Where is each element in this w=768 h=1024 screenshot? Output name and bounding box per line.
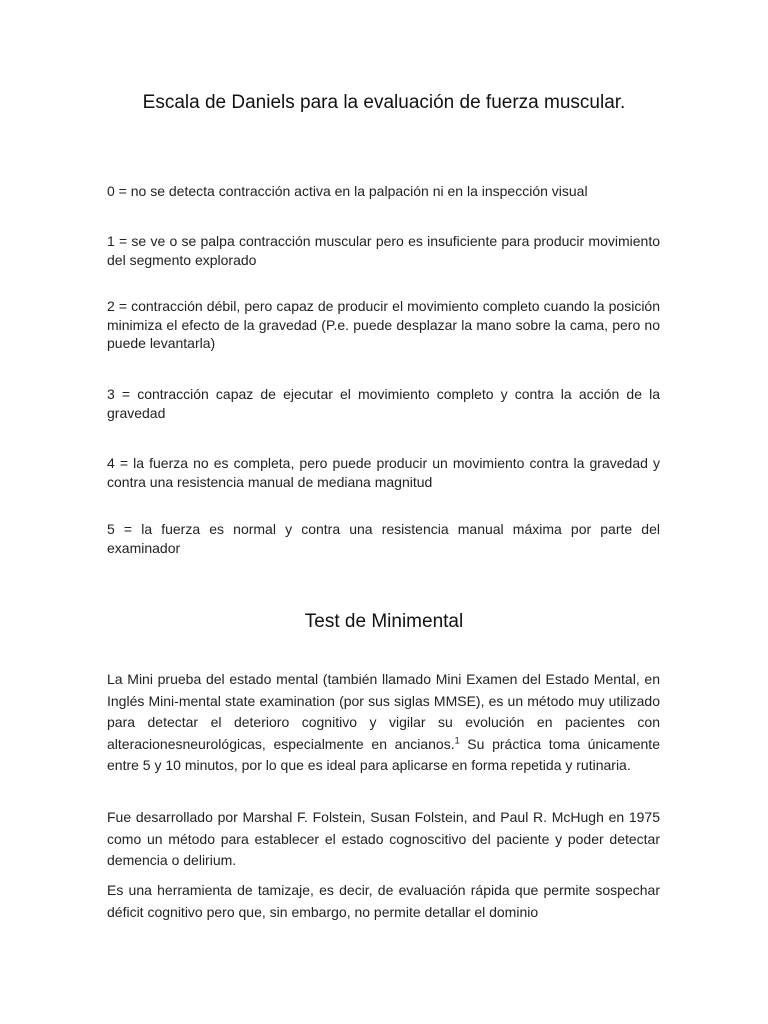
paragraph-1-continuation: Su práctica toma únicamente entre 5 y 10 minutos, por lo que es ideal para aplicarse en forma repetida y rutinaria.	[107, 735, 660, 773]
scale-item-0: 0 = no se detecta contracción activa en la palpación ni en la inspección visual	[107, 183, 588, 199]
scale-item-4: 4 = la fuerza no es completa, pero puede producir un movimiento contra la gravedad y contra una resistencia manual de mediana magnitud	[107, 455, 660, 490]
scale-item-1: 1 = se ve o se palpa contracción muscular pero es insuficiente para producir movimiento del segmento explorado	[107, 233, 660, 268]
scale-item-5: 5 = la fuerza es normal y contra una resistencia manual máxima por parte del examinador	[107, 521, 660, 556]
footnote-reference[interactable]: 1	[454, 734, 460, 745]
scale-item-3: 3 = contracción capaz de ejecutar el movimiento completo y contra la acción de la gravedad	[107, 386, 660, 421]
minimental-paragraph-2: Fue desarrollado por Marshal F. Folstein, Susan Folstein, and Paul R. McHugh en 1975 como un método para establecer el estado cognoscitivo del paciente y poder detectar demencia o delirium.	[107, 809, 660, 868]
minimental-paragraph-3: Es una herramienta de tamizaje, es decir, de evaluación rápida que permite sospechar déficit cognitivo pero que, sin embargo, no permite detallar el dominio	[107, 882, 660, 920]
page-title: Escala de Daniels para la evaluación de fuerza muscular.	[142, 92, 626, 113]
paragraph-1-text: La Mini prueba del estado mental (también llamado Mini Examen del Estado Mental, en Inglés Mini-mental state examination (por sus siglas MMSE), es un método muy utilizado para detectar el deterioro cognitivo y vigilar su evolución en pacientes con alteracionesneurológicas, especialmente en ancianos.	[107, 671, 660, 752]
scale-item-2: 2 = contracción débil, pero capaz de producir el movimiento completo cuando la posición minimiza el efecto de la gravedad (P.e. puede desplazar la mano sobre la cama, pero no puede levantarla)	[107, 298, 660, 351]
section-title: Test de Minimental	[304, 611, 464, 632]
minimental-paragraph-1	[107, 669, 660, 777]
